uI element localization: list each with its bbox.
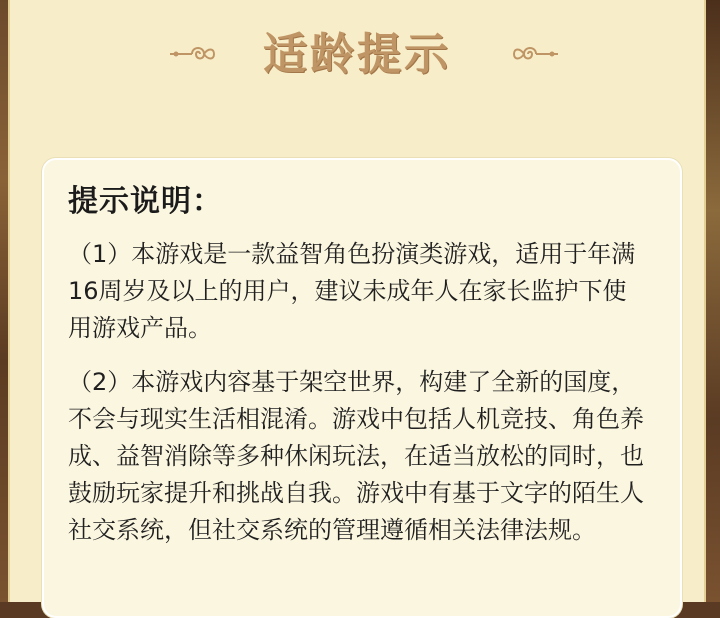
notice-paragraph-1: （1）本游戏是一款益智角色扮演类游戏，适用于年满16周岁及以上的用户，建议未成年人在家长监护下使用游戏产品。 — [68, 240, 636, 342]
page-title: 适龄提示 — [263, 29, 451, 80]
right-ornament-icon — [510, 42, 560, 66]
dialog-header — [10, 0, 704, 150]
notice-heading: 提示说明： — [68, 184, 223, 219]
background-artwork-right — [704, 0, 720, 602]
age-notice-dialog — [8, 0, 706, 602]
notice-card — [42, 158, 682, 618]
notice-paragraph-2: （2）本游戏内容基于架空世界，构建了全新的国度，不会与现实生活相混淆。游戏中包括人机竞技、角色养成、益智消除等多种休闲玩法，在适当放松的同时，也鼓励玩家提升和挑战自我。游戏中有基于文字的陌生人社交系统，但社交系统的管理遵循相关法律法规。 — [68, 368, 644, 544]
